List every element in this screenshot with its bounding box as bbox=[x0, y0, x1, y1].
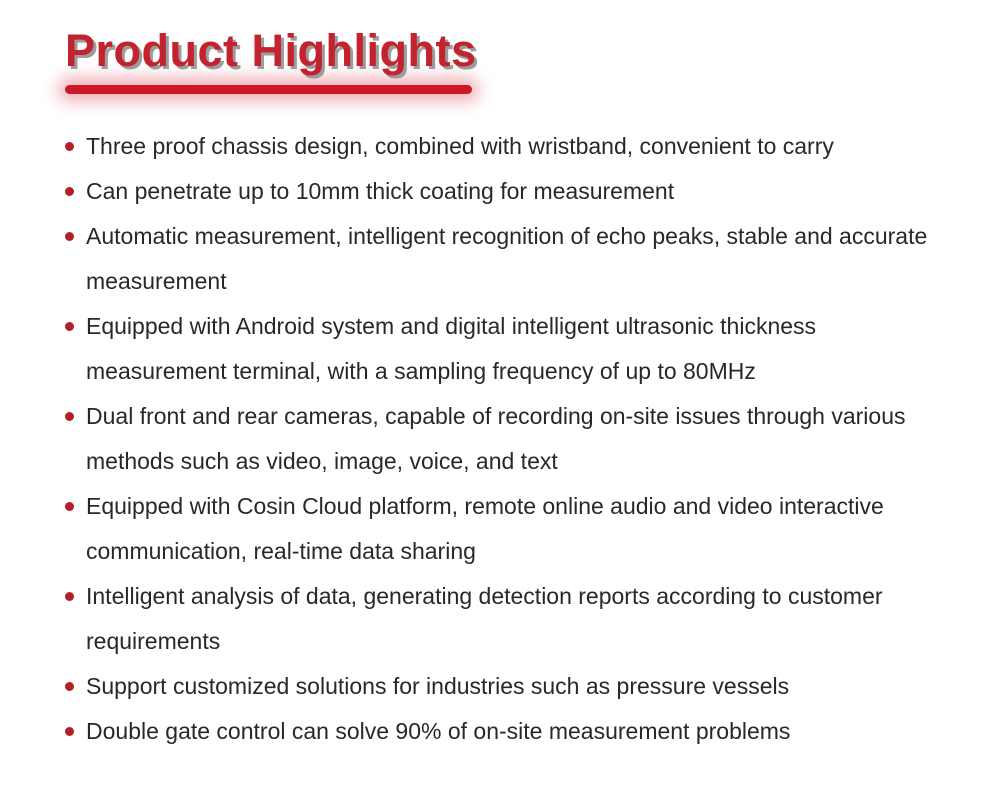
list-item bbox=[65, 394, 945, 484]
bullet-icon bbox=[65, 232, 74, 241]
bullet-icon bbox=[65, 682, 74, 691]
list-item bbox=[65, 574, 945, 664]
title-underline bbox=[65, 85, 472, 94]
feature-text: Dual front and rear cameras, capable of recording on-site issues through various methods such as video, image, voice, and text bbox=[86, 403, 906, 475]
list-item bbox=[65, 214, 945, 304]
feature-text: Three proof chassis design, combined with wristband, convenient to carry bbox=[86, 133, 834, 160]
bullet-icon bbox=[65, 142, 74, 151]
list-item bbox=[65, 169, 945, 214]
feature-text: Equipped with Android system and digital intelligent ultrasonic thickness measurement terminal, with a sampling frequency of up to 80MHz bbox=[86, 313, 817, 385]
list-item bbox=[65, 709, 945, 754]
list-item bbox=[65, 664, 945, 709]
bullet-icon bbox=[65, 727, 74, 736]
list-item bbox=[65, 304, 945, 394]
feature-text: Support customized solutions for industries such as pressure vessels bbox=[86, 673, 790, 700]
feature-text: Can penetrate up to 10mm thick coating for measurement bbox=[86, 178, 675, 205]
feature-text: Intelligent analysis of data, generating detection reports according to customer requirements bbox=[86, 583, 883, 655]
feature-text: Equipped with Cosin Cloud platform, remote online audio and video interactive communication, real-time data sharing bbox=[86, 493, 884, 565]
bullet-icon bbox=[65, 187, 74, 196]
page-title: Product Highlights bbox=[65, 25, 477, 76]
list-item bbox=[65, 484, 945, 574]
feature-text: Automatic measurement, intelligent recognition of echo peaks, stable and accurate measurement bbox=[86, 223, 928, 295]
bullet-icon bbox=[65, 322, 74, 331]
feature-text: Double gate control can solve 90% of on-site measurement problems bbox=[86, 718, 791, 745]
bullet-icon bbox=[65, 592, 74, 601]
list-item bbox=[65, 124, 945, 169]
header bbox=[0, 0, 1000, 94]
feature-list bbox=[0, 124, 1000, 754]
bullet-icon bbox=[65, 502, 74, 511]
bullet-icon bbox=[65, 412, 74, 421]
